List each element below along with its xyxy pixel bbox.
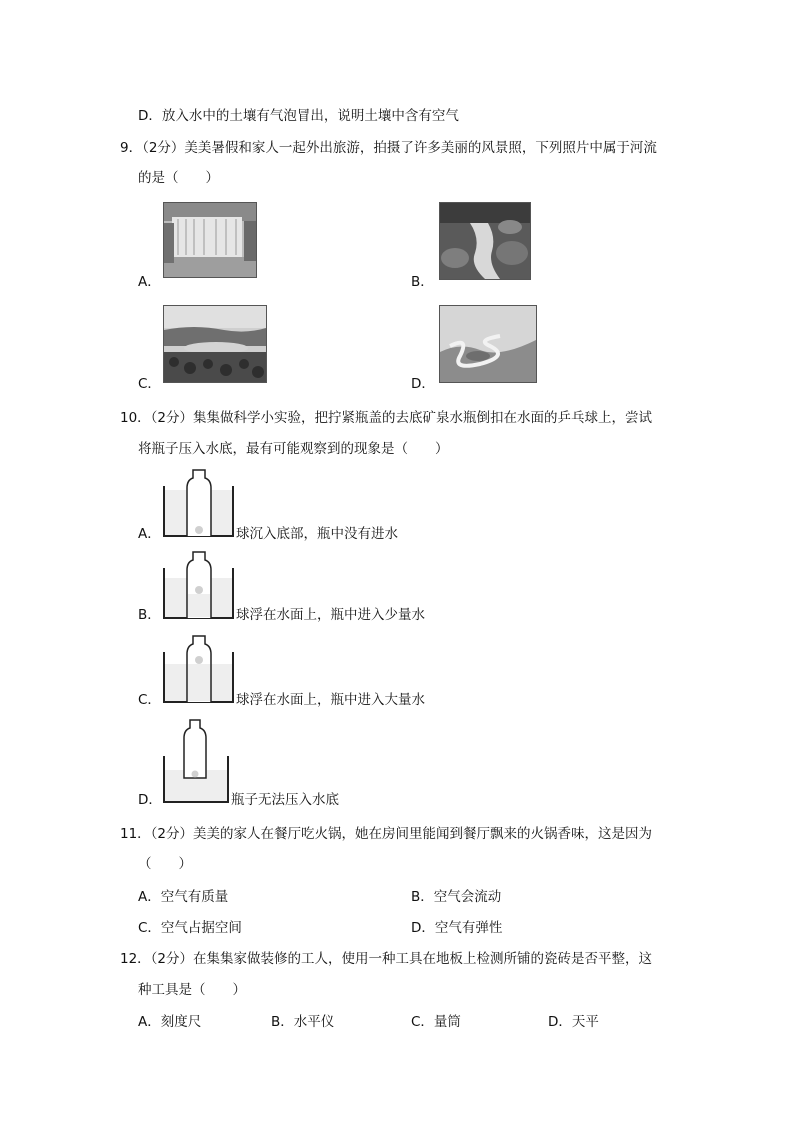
q11-stem-line2: （ ） bbox=[138, 856, 192, 872]
bottle-experiment-a-figure bbox=[163, 466, 235, 538]
q12-option-d[interactable]: D．天平 bbox=[548, 1014, 599, 1030]
q9-stem-line2: 的是（ ） bbox=[138, 170, 219, 186]
q12-stem-line2: 种工具是（ ） bbox=[138, 982, 246, 998]
q10-label-d[interactable]: D． bbox=[138, 792, 162, 808]
q9-label-a[interactable]: A． bbox=[138, 274, 161, 290]
bottle-experiment-d-figure bbox=[163, 716, 231, 804]
winding-river-photo bbox=[439, 305, 537, 383]
q9-label-d[interactable]: D． bbox=[411, 376, 435, 392]
bottle-experiment-b-figure bbox=[163, 548, 235, 620]
q10-stem-line1: 10．（2分）集集做科学小实验，把拧紧瓶盖的去底矿泉水瓶倒扣在水面的乒乓球上，尝试 bbox=[120, 410, 653, 426]
q10-label-c[interactable]: C． bbox=[138, 692, 161, 708]
q10-option-d-text: 瓶子无法压入水底 bbox=[231, 792, 339, 808]
q11-option-c[interactable]: C．空气占据空间 bbox=[138, 920, 242, 936]
bottle-experiment-c-figure bbox=[163, 632, 235, 704]
q10-stem-line2: 将瓶子压入水底，最有可能观察到的现象是（ ） bbox=[138, 441, 449, 457]
q10-option-a-text: 球沉入底部，瓶中没有进水 bbox=[236, 526, 398, 542]
q10-option-b-text: 球浮在水面上，瓶中进入少量水 bbox=[236, 607, 425, 623]
q9-stem-line1: 9．（2分）美美暑假和家人一起外出旅游，拍摄了许多美丽的风景照，下列照片中属于河流 bbox=[120, 140, 657, 156]
q9-label-c[interactable]: C． bbox=[138, 376, 161, 392]
q11-option-a[interactable]: A．空气有质量 bbox=[138, 889, 229, 905]
q12-option-c[interactable]: C．量筒 bbox=[411, 1014, 461, 1030]
q10-label-a[interactable]: A． bbox=[138, 526, 161, 542]
q10-option-c-text: 球浮在水面上，瓶中进入大量水 bbox=[236, 692, 425, 708]
waterfall-photo bbox=[163, 202, 257, 278]
q11-option-b[interactable]: B．空气会流动 bbox=[411, 889, 502, 905]
q10-label-b[interactable]: B． bbox=[138, 607, 161, 623]
stream-photo bbox=[439, 202, 531, 280]
q12-option-a[interactable]: A．刻度尺 bbox=[138, 1014, 202, 1030]
q11-stem-line1: 11．（2分）美美的家人在餐厅吃火锅，她在房间里能闻到餐厅飘来的火锅香味，这是因为 bbox=[120, 826, 653, 842]
q12-stem-line1: 12．（2分）在集集家做装修的工人，使用一种工具在地板上检测所铺的瓷砖是否平整，这 bbox=[120, 951, 653, 967]
lake-photo bbox=[163, 305, 267, 383]
q9-label-b[interactable]: B． bbox=[411, 274, 434, 290]
q11-option-d[interactable]: D．空气有弹性 bbox=[411, 920, 503, 936]
q8-option-d: D．放入水中的土壤有气泡冒出，说明土壤中含有空气 bbox=[138, 108, 459, 124]
q12-option-b[interactable]: B．水平仪 bbox=[271, 1014, 335, 1030]
